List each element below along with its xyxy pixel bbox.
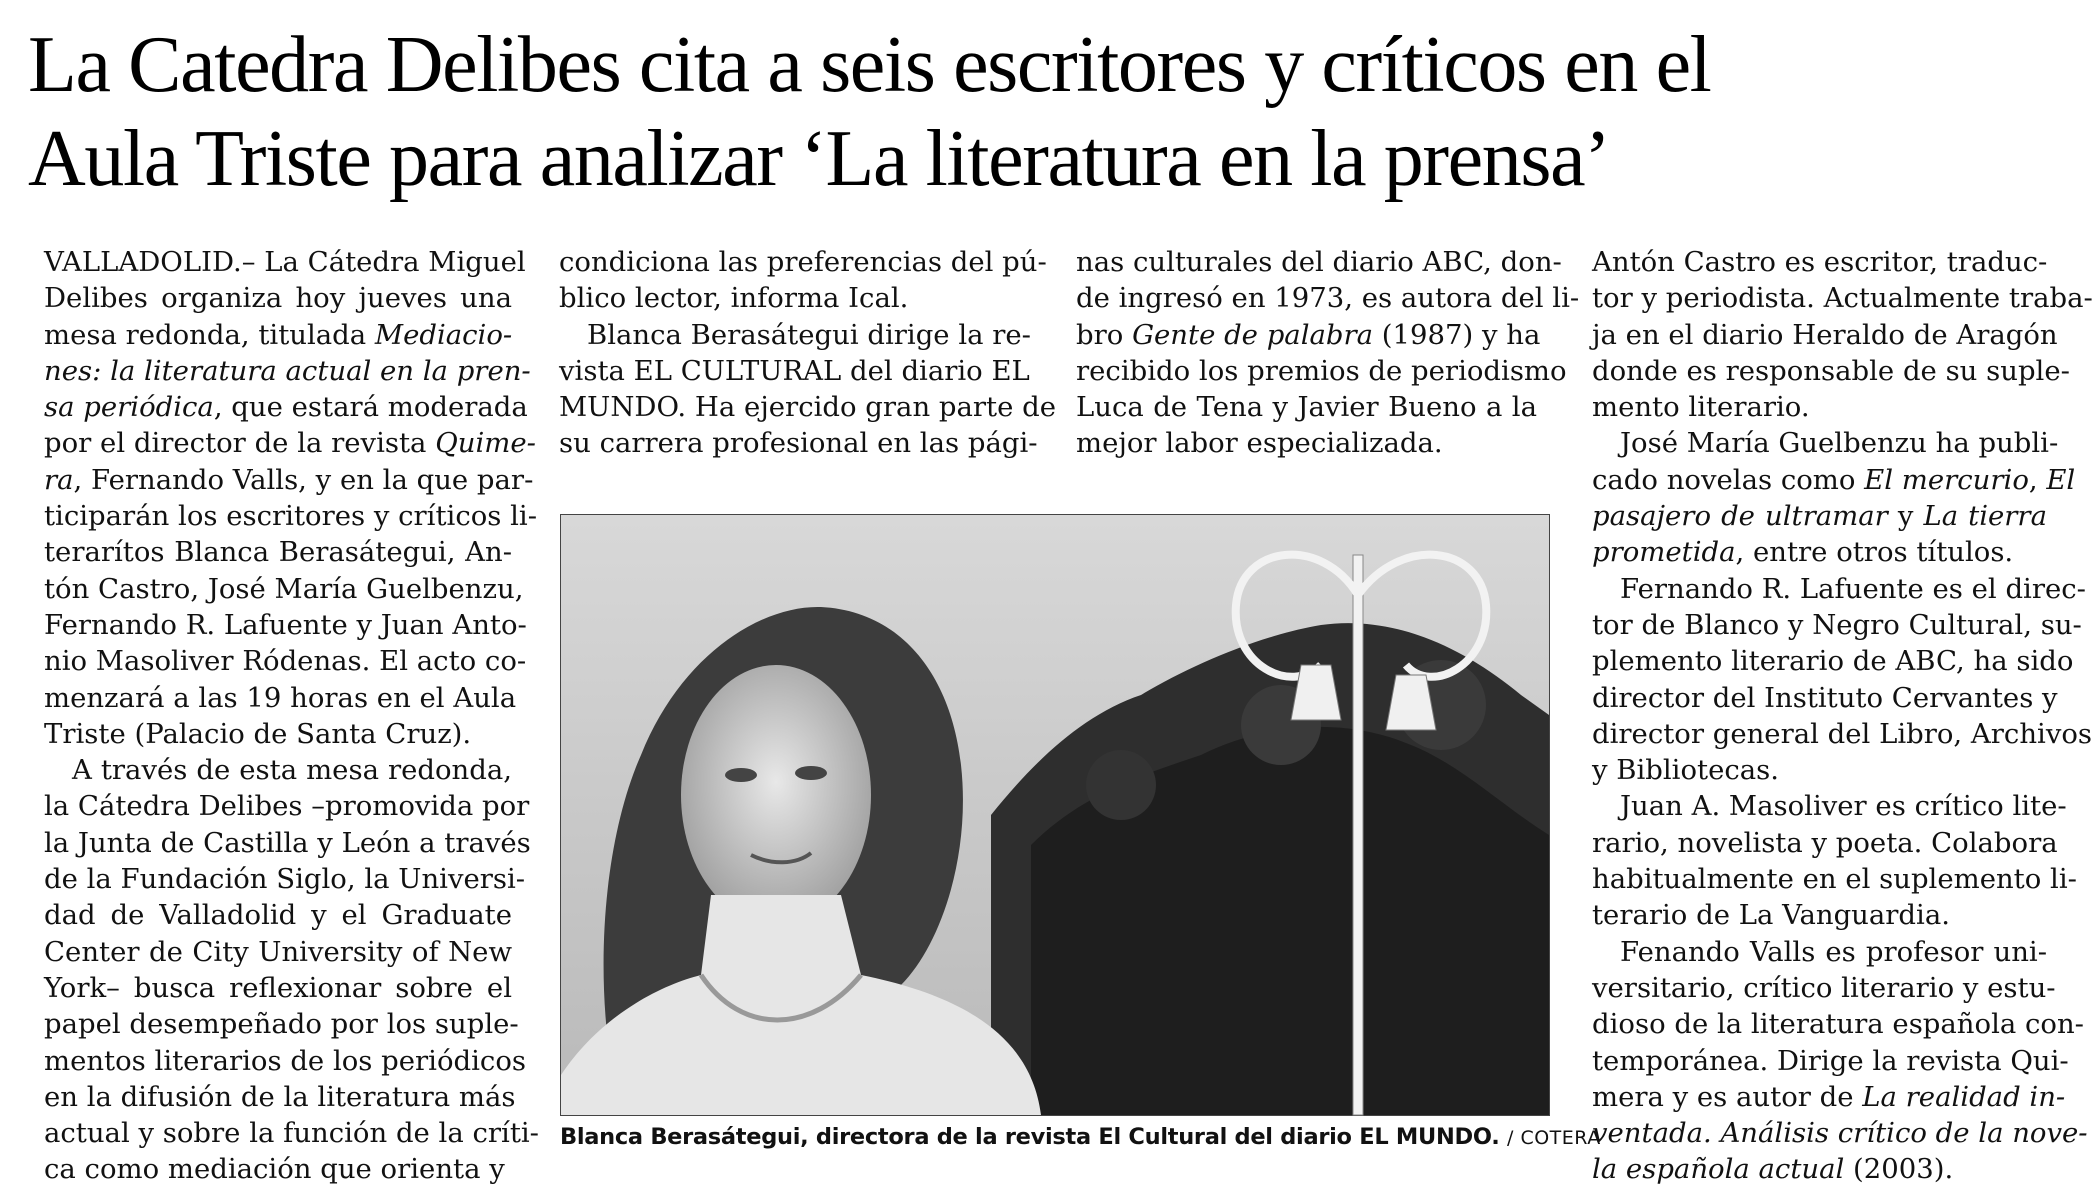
text-line: vista EL CULTURAL del diario EL	[559, 354, 1030, 387]
text-line: ventada. Análisis crítico de la nove-	[1592, 1117, 2088, 1150]
text-line: Juan A. Masoliver es crítico lite-	[1620, 790, 2067, 823]
text-line: Antón Castro es escritor, traduc-	[1592, 246, 2048, 278]
text-line: ja en el diario Heraldo de Aragón	[1592, 318, 2058, 351]
text-line: por el director de la revista Quime-	[44, 427, 536, 460]
text-line: director del Instituto Cervantes y	[1592, 681, 2058, 714]
text-line: mento literario.	[1592, 391, 1810, 424]
text-line: de la Fundación Siglo, la Universi-	[44, 863, 526, 896]
text-line: donde es responsable de su suple-	[1592, 354, 2070, 387]
text-line: rario, novelista y poeta. Colabora	[1592, 826, 2058, 859]
text-line: tor de Blanco y Negro Cultural, su-	[1592, 608, 2082, 641]
text-line: de ingresó en 1973, es autora del li-	[1076, 282, 1580, 315]
article-column-4	[1592, 244, 2093, 1188]
text-line: ca como mediación que orienta y	[44, 1153, 505, 1186]
text-line: temporánea. Dirige la revista Qui-	[1592, 1044, 2069, 1077]
text-line: su carrera profesional en las pági-	[559, 427, 1038, 460]
text-line: mesa redonda, titulada Mediacio-	[44, 318, 513, 351]
text-line: mejor labor especializada.	[1076, 427, 1443, 460]
text-line: habitualmente en el suplemento li-	[1592, 863, 2077, 896]
text-line: nes: la literatura actual en la pren-	[44, 354, 531, 387]
text-line: A través de esta mesa redonda,	[72, 754, 512, 787]
text-line: prometida, entre otros títulos.	[1592, 536, 2014, 569]
text-line: York– busca reflexionar sobre el	[44, 971, 512, 1004]
text-line: mentos literarios de los periódicos	[44, 1044, 527, 1077]
headline-line-2: Aula Triste para analizar ‘La literatura en la prensa’	[28, 115, 1610, 203]
text-line: blico lector, informa Ical.	[559, 282, 909, 315]
text-line: Blanca Berasátegui dirige la re-	[587, 318, 1031, 351]
article-column-3	[1076, 244, 1580, 462]
headline-line-1: La Catedra Delibes cita a seis escritores y críticos en el	[28, 21, 1711, 109]
text-line: VALLADOLID.– La Cátedra Miguel	[44, 246, 526, 278]
text-line: terarítos Blanca Berasátegui, An-	[44, 536, 512, 569]
text-line: la española actual (2003).	[1592, 1153, 1954, 1186]
text-line: plemento literario de ABC, ha sido	[1592, 645, 2074, 678]
text-line: tón Castro, José María Guelbenzu,	[44, 572, 524, 605]
text-line: dad de Valladolid y el Graduate	[44, 899, 512, 932]
photo-caption	[560, 1124, 1601, 1150]
text-line: cado novelas como El mercurio, El	[1592, 463, 2076, 496]
text-line: Fenando Valls es profesor uni-	[1620, 935, 2047, 968]
text-line: la Cátedra Delibes –promovida por	[44, 790, 530, 823]
text-line: Center de City University of New	[44, 935, 512, 968]
text-line: dioso de la literatura española con-	[1592, 1008, 2084, 1041]
text-line: en la difusión de la literatura más	[44, 1080, 516, 1113]
text-line: nio Masoliver Ródenas. El acto co-	[44, 645, 527, 678]
text-line: y Bibliotecas.	[1592, 754, 1780, 787]
text-line: Fernando R. Lafuente es el direc-	[1620, 572, 2086, 605]
text-line: Fernando R. Lafuente y Juan Anto-	[44, 608, 527, 641]
text-line: director general del Libro, Archivos	[1592, 717, 2093, 750]
text-line: la Junta de Castilla y León a través	[44, 826, 531, 859]
text-line: ra, Fernando Valls, y en la que par-	[44, 463, 534, 496]
text-line: recibido los premios de periodismo	[1076, 354, 1567, 387]
text-line: bro Gente de palabra (1987) y ha	[1076, 318, 1541, 351]
text-line: actual y sobre la función de la críti-	[44, 1117, 539, 1150]
article-column-1	[44, 244, 539, 1188]
text-line: menzará a las 19 horas en el Aula	[44, 681, 517, 714]
text-line: papel desempeñado por los suple-	[44, 1008, 519, 1041]
text-line: Triste (Palacio de Santa Cruz).	[44, 717, 472, 750]
text-line: tor y periodista. Actualmente traba-	[1592, 282, 2093, 315]
text-line: José María Guelbenzu ha publi-	[1620, 427, 2059, 460]
text-line: sa periódica, que estará moderada	[44, 391, 528, 424]
text-line: nas culturales del diario ABC, don-	[1076, 246, 1562, 278]
caption-text: Blanca Berasátegui, directora de la revista El Cultural del diario EL MUNDO.	[560, 1124, 1500, 1150]
text-line: versitario, crítico literario y estu-	[1592, 971, 2056, 1004]
text-line: Delibes organiza hoy jueves una	[44, 282, 512, 315]
photo-credit: / COTERA	[1507, 1127, 1601, 1149]
text-line: MUNDO. Ha ejercido gran parte de	[559, 391, 1056, 424]
photo-illustration	[561, 515, 1549, 1115]
text-line: Luca de Tena y Javier Bueno a la	[1076, 391, 1537, 424]
text-line: ticiparán los escritores y críticos li-	[44, 500, 538, 533]
article-column-2	[559, 244, 1056, 462]
text-line: mera y es autor de La realidad in-	[1592, 1080, 2066, 1113]
text-line: terario de La Vanguardia.	[1592, 899, 1950, 932]
text-line: condiciona las preferencias del pú-	[559, 246, 1047, 278]
headline	[28, 18, 2038, 206]
text-line: pasajero de ultramar y La tierra	[1592, 500, 2047, 533]
article-photo	[560, 514, 1550, 1116]
